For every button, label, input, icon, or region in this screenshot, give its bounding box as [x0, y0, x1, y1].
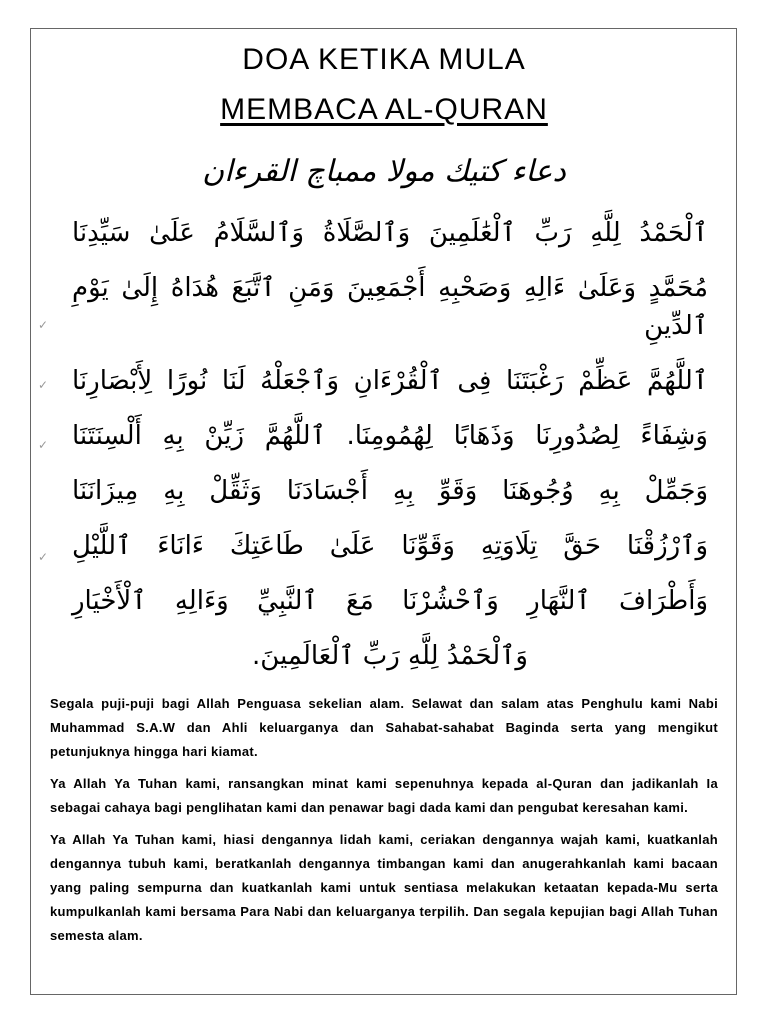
title-line-2 — [0, 92, 768, 128]
jawi-title: دعاء كتيك مولا ممباچ القرءان — [202, 154, 566, 189]
arabic-prayer — [72, 214, 708, 692]
arabic-line: وَجَمِّلْ بِهِ وُجُوهَنَا وَقَوِّ بِهِ أَجْسَادَنَا وَثَقِّلْ بِهِ مِيزَانَنَا — [72, 476, 708, 506]
arabic-line: ٱلْحَمْدُ لِلَّهِ رَبِّ ٱلْعَٰلَمِينَ وَٱلصَّلَاةُ وَٱلسَّلَامُ عَلَىٰ سَيِّدِنَا — [72, 218, 708, 248]
translation-paragraph-2: Ya Allah Ya Tuhan kami, ransangkan minat kami sepenuhnya kepada al-Quran dan jadikanlah Ia sebagai cahaya bagi penglihatan kami dan penawar bagi dada kami dan pengubat keresahan kami. — [50, 776, 718, 815]
title-line-2-text: MEMBACA AL-QURAN — [220, 93, 548, 126]
arabic-line: وَٱلْحَمْدُ لِلَّهِ رَبِّ ٱلْعَالَمِينَ. — [252, 641, 528, 671]
arabic-line: وَشِفَاءً لِصُدُورِنَا وَذَهَابًا لِهُمُومِنَا. ٱللَّهُمَّ زَيِّنْ بِهِ أَلْسِنَتَنَا — [72, 421, 708, 451]
check-mark-icon: ✓ — [38, 550, 49, 564]
check-mark-icon: ✓ — [38, 438, 49, 452]
translation-paragraph-3: Ya Allah Ya Tuhan kami, hiasi dengannya lidah kami, ceriakan dengannya wajah kami, kuatkanlah dengannya tubuh kami, beratkanlah dengannya timbangan kami dan anugerahkanlah kami bacaan yang paling sempurna dan kuatkanlah kami untuk sentiasa melakukan ketaatan kepada-Mu serta kumpulkanlah kami bersama Para Nabi dan keluarganya terpilih. Dan segala kepujian bagi Allah Tuhan semesta alam. — [50, 832, 718, 943]
translation — [50, 692, 718, 956]
check-mark-icon: ✓ — [38, 378, 49, 392]
title-line-1: DOA KETIKA MULA — [242, 43, 526, 76]
arabic-line: ٱللَّهُمَّ عَظِّمْ رَغْبَتَنَا فِى ٱلْقُرْءَانِ وَٱجْعَلْهُ لَنَا نُورًا لِأَبْصَارِنَا — [72, 366, 708, 396]
arabic-line: مُحَمَّدٍ وَعَلَىٰ ءَالِهِ وَصَحْبِهِ أَجْمَعِينَ وَمَنِ ٱتَّبَعَ هُدَاهُ إِلَىٰ يَوْمِ ٱلدِّينِ — [72, 273, 708, 341]
arabic-line: وَٱرْزُقْنَا حَقَّ تِلَاوَتِهِ وَقَوِّنَا عَلَىٰ طَاعَتِكَ ءَانَاءَ ٱللَّيْلِ — [72, 531, 708, 561]
translation-paragraph-1: Segala puji-puji bagi Allah Penguasa sekelian alam. Selawat dan salam atas Penghulu kami Nabi Muhammad S.A.W dan Ahli keluarganya dan Sahabat-sahabat Baginda serta yang mengikut petunjuknya hingga hari kiamat. — [50, 696, 718, 759]
arabic-line: وَأَطْرَافَ ٱلنَّهَارِ وَٱحْشُرْنَا مَعَ ٱلنَّبِيِّ وَءَالِهِ ٱلْأَخْيَارِ — [72, 586, 708, 616]
check-mark-icon: ✓ — [38, 318, 49, 332]
